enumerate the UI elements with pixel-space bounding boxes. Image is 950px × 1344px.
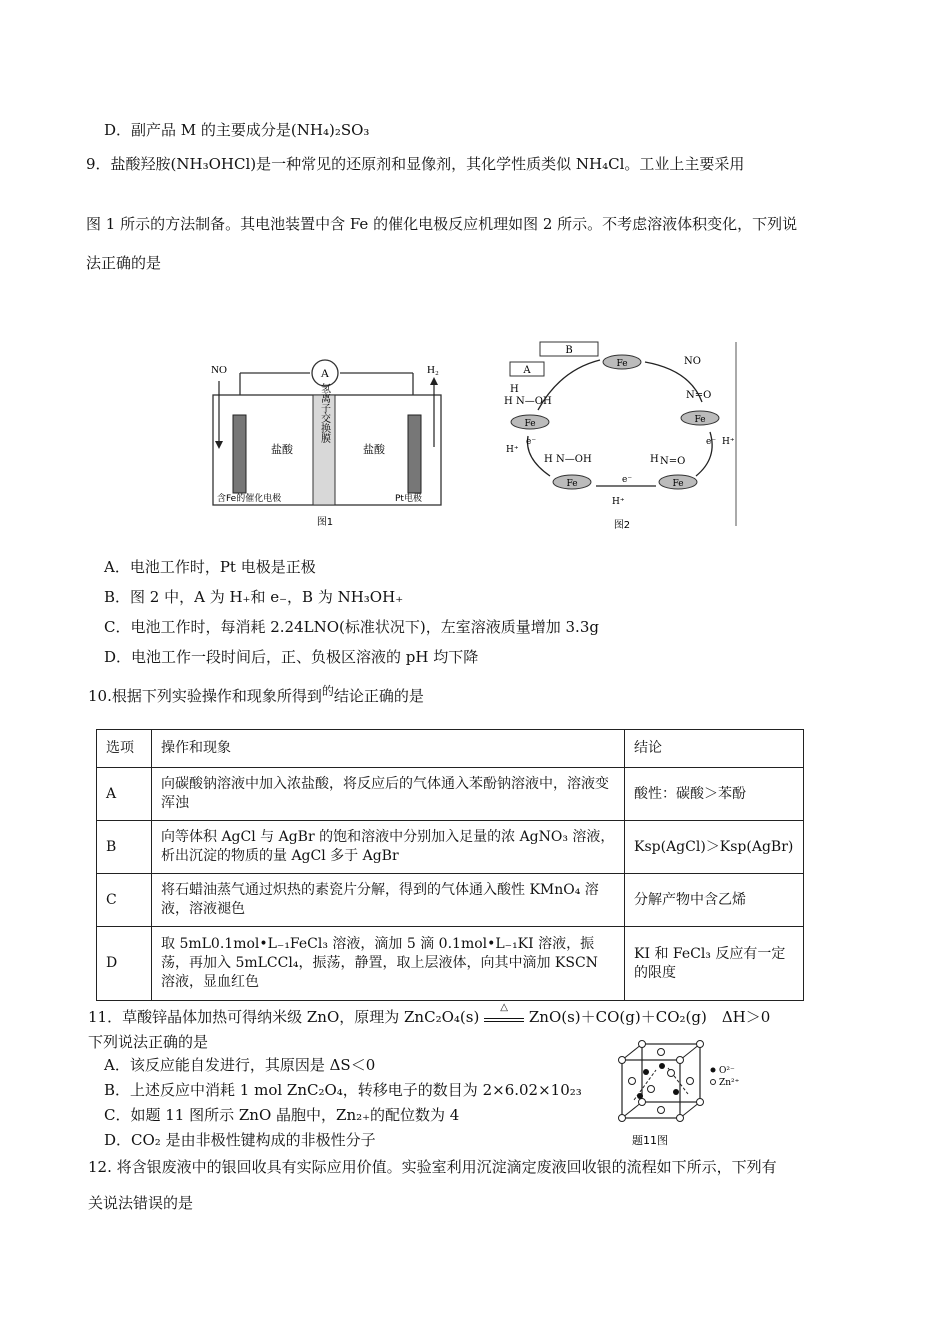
row-a-option: A xyxy=(97,768,152,821)
q9-option-d: D．电池工作一段时间后，正、负极区溶液的 pH 均下降 xyxy=(104,648,479,666)
fe-label-left: Fe xyxy=(524,419,536,429)
header-option: 选项 xyxy=(97,730,152,768)
q11-stem-part-b: ZnO(s)＋CO(g)＋CO₂(g) ΔH＞0 xyxy=(528,1008,771,1026)
q11-figure-caption: 题11图 xyxy=(632,1134,668,1147)
no-ligand-bottom-right: N=O xyxy=(660,456,686,467)
right-solution-label: 盐酸 xyxy=(363,443,385,456)
header-conclusion: 结论 xyxy=(625,730,804,768)
row-b-conclusion: Ksp(AgCl)＞Ksp(AgBr) xyxy=(625,821,804,874)
h-label-bottom: H⁺ xyxy=(612,497,625,507)
legend-zn-label: Zn²⁺ xyxy=(719,1078,740,1088)
figure-2-caption: 图2 xyxy=(613,520,631,531)
e-label-bottom: e⁻ xyxy=(622,475,633,485)
row-d-operation: 取 5mL0.1mol•L₋₁FeCl₃ 溶液，滴加 5 滴 0.1mol•L₋₁KI 溶液，振荡，再加入 5mLCCl₄，振荡，静置，取上层液体，向其中滴加 KSCN 溶液，显血红色 xyxy=(152,927,625,1001)
fe-label-right: Fe xyxy=(694,415,706,425)
fe-label-bottom-left: Fe xyxy=(566,479,578,489)
box-a-label: A xyxy=(523,365,531,376)
row-d-conclusion: KI 和 FeCl₃ 反应有一定的限度 xyxy=(625,927,804,1001)
q10-stem xyxy=(88,681,424,706)
row-c-conclusion: 分解产物中含乙烯 xyxy=(625,874,804,927)
q9-stem-line3: 法正确的是 xyxy=(86,254,162,272)
heat-arrow xyxy=(484,1002,524,1022)
q9-option-a: A．电池工作时，Pt 电极是正极 xyxy=(104,558,316,576)
legend-o-label: O²⁻ xyxy=(719,1066,735,1076)
right-electrode xyxy=(408,415,421,493)
no-input-label: NO xyxy=(684,356,701,367)
e-label-left: e⁻ xyxy=(526,437,537,447)
figure-1-caption: 图1 xyxy=(316,517,334,528)
fe-label-bottom-right: Fe xyxy=(672,479,684,489)
box-b-label: B xyxy=(565,345,573,356)
left-electrode-label: 含Fe的催化电极 xyxy=(217,494,282,504)
figure-1-cell-diagram xyxy=(205,355,455,533)
table-row xyxy=(97,927,804,1001)
q12-stem-line1: 12. 将含银废液中的银回收具有实际应用价值。实验室利用沉淀滴定废液回收银的流程如下所示，下列有 xyxy=(88,1158,777,1176)
equals-line xyxy=(484,1018,524,1022)
left-electrode xyxy=(233,415,246,493)
nhoh-ligand-left: N—OH xyxy=(516,396,552,407)
h-label-left-2: H xyxy=(504,396,513,407)
h-label-left: H⁺ xyxy=(506,445,519,455)
q9-stem-line2: 图 1 所示的方法制备。其电池装置中含 Fe 的催化电极反应机理如图 2 所示。不考虑溶液体积变化，下列说 xyxy=(86,215,798,233)
row-d-option: D xyxy=(97,927,152,1001)
right-electrode-label: Pt电极 xyxy=(395,494,422,504)
zno-unit-cell-figure xyxy=(610,1040,740,1150)
table-row xyxy=(97,768,804,821)
row-a-conclusion: 酸性：碳酸＞苯酚 xyxy=(625,768,804,821)
legend-zn-marker xyxy=(711,1080,716,1085)
ammeter-label: A xyxy=(320,366,330,380)
q11-option-a: A．该反应能自发进行，其原因是 ΔS＜0 xyxy=(104,1056,376,1074)
q11-option-d: D．CO₂ 是由非极性键构成的非极性分子 xyxy=(104,1131,376,1149)
q10-stem-sup: 的 xyxy=(321,684,334,698)
q8-option-d: D．副产品 M 的主要成分是(NH₄)₂SO₃ xyxy=(104,121,370,139)
row-c-operation: 将石蜡油蒸气通过炽热的素瓷片分解，得到的气体通入酸性 KMnO₄ 溶液，溶液褪色 xyxy=(152,874,625,927)
no-label: NO xyxy=(211,364,227,376)
q10-table xyxy=(96,729,804,1001)
row-b-option: B xyxy=(97,821,152,874)
q9-option-c: C．电池工作时，每消耗 2.24LNO(标准状况下)，左室溶液质量增加 3.3g xyxy=(104,618,599,636)
q11-stem-part-a: 11．草酸锌晶体加热可得纳米级 ZnO，原理为 ZnC₂O₄(s) xyxy=(88,1008,480,1026)
left-solution-label: 盐酸 xyxy=(271,443,293,456)
q12-stem-line2: 关说法错误的是 xyxy=(88,1194,194,1212)
h-label-left-1: H xyxy=(510,384,519,395)
header-operation: 操作和现象 xyxy=(152,730,625,768)
h-label-right: H⁺ xyxy=(722,437,735,447)
membrane-label: 氢离子交换膜 xyxy=(318,383,330,443)
q10-stem-part-b: 结论正确的是 xyxy=(333,687,424,705)
h-label-bl: H xyxy=(544,454,553,465)
q10-stem-part-a: 10.根据下列实验操作和现象所得到 xyxy=(88,687,322,705)
legend-o-marker xyxy=(711,1068,716,1073)
h2-label: H₂ xyxy=(427,364,439,376)
q11-option-b: B．上述反应中消耗 1 mol ZnC₂O₄，转移电子的数目为 2×6.02×10₂₃ xyxy=(104,1081,582,1099)
nhoh-ligand-bottom-left: N—OH xyxy=(556,454,592,465)
q11-option-c: C．如题 11 图所示 ZnO 晶胞中，Zn₂₊的配位数为 4 xyxy=(104,1106,460,1124)
table-header-row xyxy=(97,730,804,768)
h2-outlet-arrow xyxy=(430,377,438,385)
q11-stem-line1 xyxy=(88,1002,771,1027)
fe-label-top: Fe xyxy=(616,359,628,369)
h-label-br: H xyxy=(650,454,659,465)
q9-option-b: B．图 2 中，A 为 H₊和 e₋，B 为 NH₃OH₊ xyxy=(104,588,404,606)
no-ligand-right: N=O xyxy=(686,390,712,401)
row-c-option: C xyxy=(97,874,152,927)
table-row xyxy=(97,874,804,927)
q11-stem-line2: 下列说法正确的是 xyxy=(88,1033,209,1051)
row-b-operation: 向等体积 AgCl 与 AgBr 的饱和溶液中分别加入足量的浓 AgNO₃ 溶液，析出沉淀的物质的量 AgCl 多于 AgBr xyxy=(152,821,625,874)
heat-symbol: △ xyxy=(500,1002,508,1013)
table-row xyxy=(97,821,804,874)
q9-stem-line1: 9．盐酸羟胺(NH₃OHCl)是一种常见的还原剂和显像剂，其化学性质类似 NH₄Cl。工业上主要采用 xyxy=(86,155,745,173)
row-a-operation: 向碳酸钠溶液中加入浓盐酸，将反应后的气体通入苯酚钠溶液中，溶液变浑浊 xyxy=(152,768,625,821)
e-label-right: e⁻ xyxy=(706,437,717,447)
figure-2-mechanism xyxy=(500,340,740,532)
